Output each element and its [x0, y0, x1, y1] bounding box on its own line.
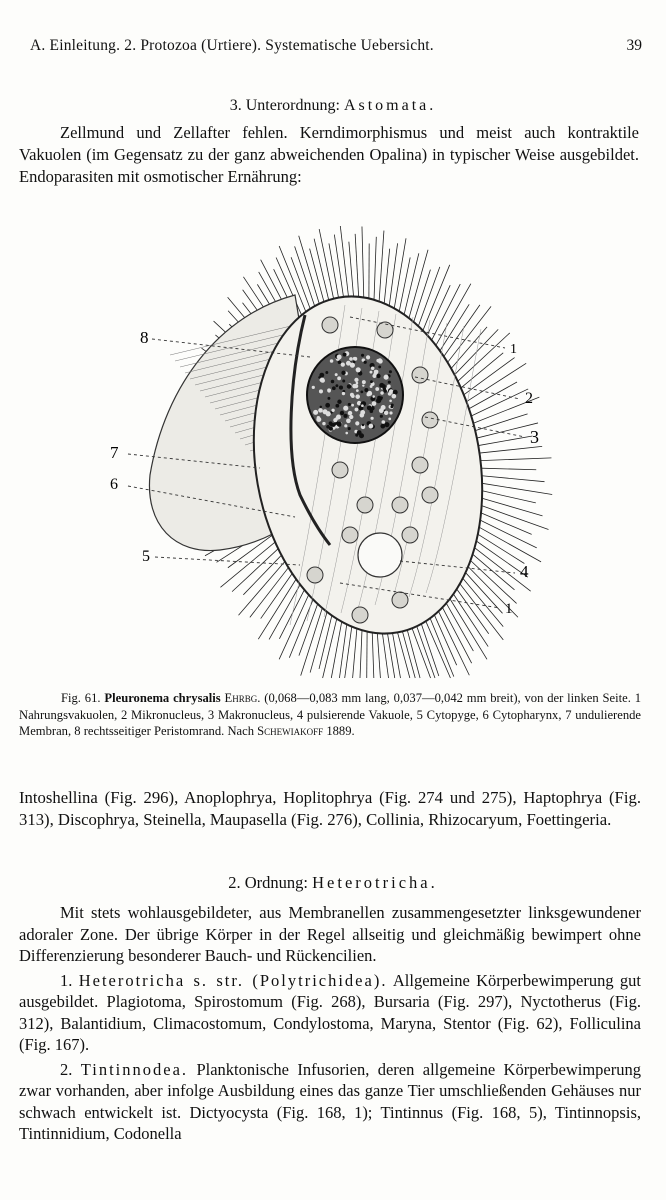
figure-pleuronema: [100, 205, 570, 680]
heading-prefix: 3. Unterordnung:: [229, 97, 340, 114]
subgroup-text: Allgemeine Körperbewimperung gut ausgebildet. Plagiotoma, Spirostomum (Fig. 268), Bursaria (Fig. 297), Nyctotherus (Fig. 312), Balantidium, Climacostomum, Condylostoma, Maryna, Stentor (Fig. 62), Folliculina (Fig. 167).: [19, 970, 641, 1054]
section-heading-heterotricha: [0, 873, 666, 893]
subgroup-name: Heterotricha s. str. (Polytrichidea).: [78, 970, 388, 990]
label-8: 8: [140, 328, 149, 347]
caption-year: 1889.: [323, 724, 355, 739]
caption-fig-number: Fig. 61.: [61, 691, 101, 705]
label-1-top: 1: [510, 342, 517, 357]
label-5: 5: [142, 548, 150, 565]
caption-text: (0,068—0,083 mm lang, 0,037—0,042 mm breit), von der linken Seite.: [264, 691, 635, 705]
label-1-bottom: 1: [505, 601, 513, 617]
subgroup-text: Planktonische Infusorien, deren allgemeine Körperbewimperung zwar vorhanden, aber infolge Ausbildung eines das ganze Tier umschließenden Gehäuses nur schwach entwickelt ist. Dictyocysta (Fig. 168, 1); Tintinnus (Fig. 168, 5), Tintinnopsis, Tintinnidium, Codonella: [19, 1059, 641, 1143]
ciliate-illustration: [100, 205, 570, 680]
label-4: 4: [520, 562, 529, 581]
label-6: 6: [110, 476, 118, 493]
running-title: A. Einleitung. 2. Protozoa (Urtiere). Systematische Uebersicht.: [30, 37, 434, 54]
astomata-paragraph: [19, 122, 639, 188]
heading-name: Astomata.: [343, 97, 437, 114]
heterotricha-intro: Mit stets wohlausgebildeter, aus Membranellen zusammengesetzter linksgewundener adoraler Zone. Der übrige Körper in der Regel allseitig und gleichmäßig bewimpert ohne Differenzierung besonderer Bauch- und Rückencilien.: [19, 903, 641, 965]
genera-list: [19, 787, 641, 831]
section-heading-astomata: [0, 97, 666, 115]
caption-species: Pleuronema chrysalis: [104, 691, 221, 705]
subgroup-tintinnodea: [19, 1059, 641, 1145]
subgroup-name: Tintinnodea.: [80, 1059, 189, 1079]
caption-items: 1 Nahrungsvakuolen, 2 Mikronucleus, 3 Makronucleus, 4 pulsierende Vakuole, 5 Cytopyge, 6 Cytopharynx, 7 undulierende Membran, 8 rechtsseitiger Peristomrand. Nach: [19, 691, 641, 739]
heading-name: Heterotricha.: [312, 873, 438, 892]
heterotricha-body: [19, 902, 641, 1148]
heading-prefix: 2. Ordnung:: [228, 873, 309, 892]
page-number: 39: [626, 37, 642, 54]
paragraph-text: Zellmund und Zellafter fehlen. Kerndimorphismus und meist auch kontraktile Vakuolen (im Gegensatz zu der ganz abweichenden Opalina) in typischer Weise ausgebildet. Endoparasiten mit osmotischer Ernährung:: [19, 123, 639, 186]
figure-caption: [19, 690, 641, 740]
label-7: 7: [110, 443, 119, 462]
subgroup-number: 2.: [60, 1059, 73, 1079]
caption-source: Schewiakoff: [257, 724, 324, 739]
contractile-vacuole: [358, 533, 402, 577]
subgroup-number: 1.: [60, 970, 73, 990]
label-3: 3: [530, 427, 539, 447]
subgroup-polytrichidea: [19, 970, 641, 1056]
genera-text: Intoshellina (Fig. 296), Anoplophrya, Hoplitophrya (Fig. 274 und 275), Haptophrya (Fig. 313), Discophrya, Steinella, Maupasella (Fig. 276), Collinia, Rhizocaryum, Foettingeria.: [19, 788, 641, 829]
caption-author: Ehrbg.: [224, 691, 261, 705]
label-2: 2: [525, 390, 533, 407]
